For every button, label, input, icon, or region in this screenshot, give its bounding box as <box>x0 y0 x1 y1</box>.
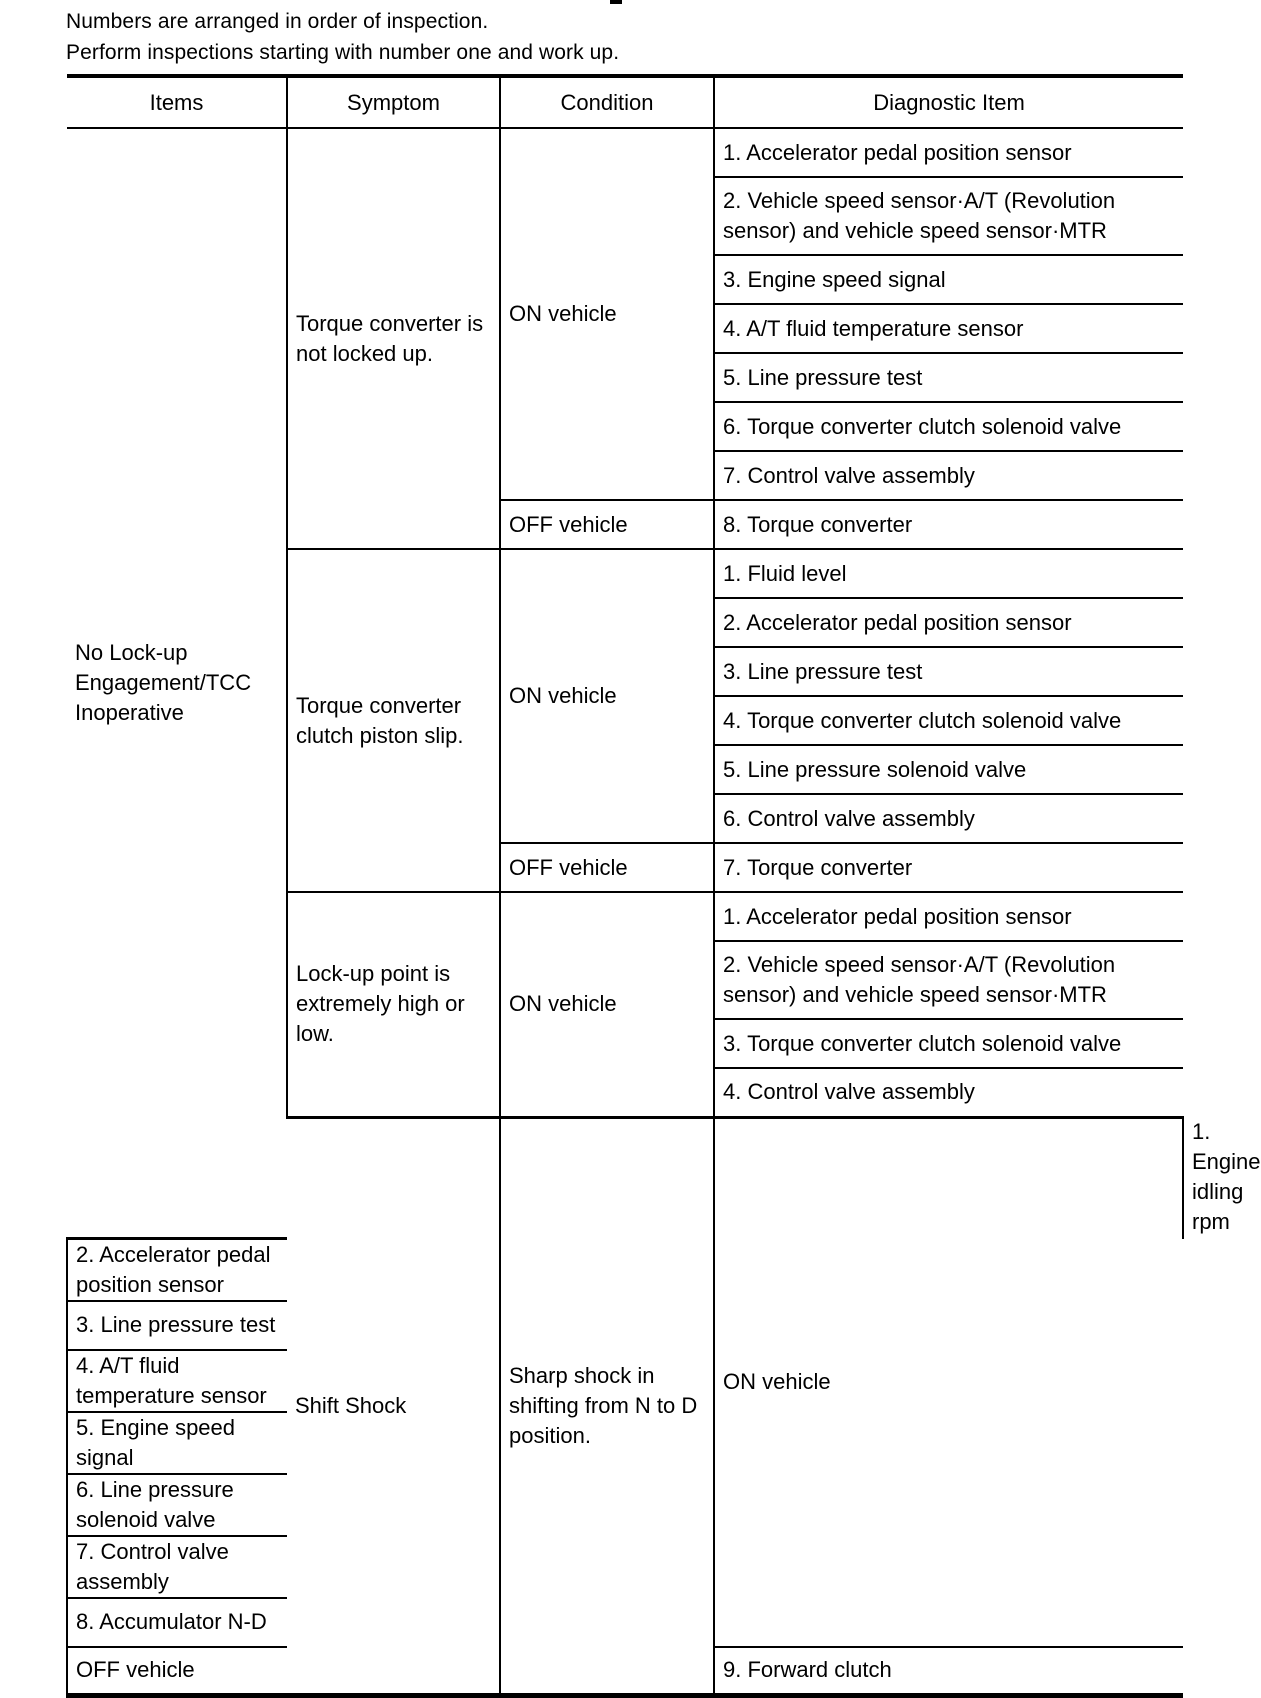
cropped-heading-fragment <box>610 0 622 4</box>
header-items: Items <box>67 76 287 128</box>
diagnostic-item-cell: 7. Control valve assembly <box>67 1536 287 1598</box>
symptom-cell: Lock-up point is extremely high or low. <box>287 892 500 1117</box>
diagnostic-item-cell: 4. A/T fluid temperature sensor <box>67 1350 287 1412</box>
table-row: Shift Shock Sharp shock in shifting from N to D position. ON vehicle 1. Engine idling rpm <box>67 1117 1183 1238</box>
diagnostic-item-cell: 2. Accelerator pedal position sensor <box>714 598 1183 647</box>
diagnostic-item-cell: 3. Engine speed signal <box>714 255 1183 304</box>
diagnostic-item-cell: 4. Control valve assembly <box>714 1068 1183 1117</box>
diagnosis-table <box>66 74 1261 1698</box>
intro-line-2: Perform inspections starting with number one and work up. <box>66 41 620 64</box>
diagnostic-item-cell: 4. A/T fluid temperature sensor <box>714 304 1183 353</box>
diagnostic-item-cell: 1. Fluid level <box>714 549 1183 598</box>
condition-cell: OFF vehicle <box>500 843 714 892</box>
diagnostic-item-cell: 3. Line pressure test <box>67 1301 287 1350</box>
condition-cell: ON vehicle <box>500 128 714 500</box>
diagnostic-item-cell: 8. Accumulator N-D <box>67 1598 287 1647</box>
diagnostic-item-cell: 3. Torque converter clutch solenoid valve <box>714 1019 1183 1068</box>
diagnostic-item-cell: 7. Torque converter <box>714 843 1183 892</box>
condition-cell: ON vehicle <box>714 1117 1183 1647</box>
diagnostic-item-cell: 5. Engine speed signal <box>67 1412 287 1474</box>
header-condition: Condition <box>500 76 714 128</box>
table-row <box>67 128 1183 177</box>
diagnostic-item-cell: 8. Torque converter <box>714 500 1183 549</box>
condition-cell: OFF vehicle <box>67 1647 287 1696</box>
diagnostic-item-cell: 6. Line pressure solenoid valve <box>67 1474 287 1536</box>
condition-cell: ON vehicle <box>500 549 714 843</box>
diagnostic-item-cell: 1. Accelerator pedal position sensor <box>714 892 1183 941</box>
condition-cell: ON vehicle <box>500 892 714 1117</box>
diagnostic-item-cell: 2. Vehicle speed sensor·A/T (Revolution sensor) and vehicle speed sensor·MTR <box>714 177 1183 255</box>
diagnostic-item-cell: 9. Forward clutch <box>714 1647 1183 1696</box>
condition-cell: OFF vehicle <box>500 500 714 549</box>
header-diagnostic-item: Diagnostic Item <box>714 76 1183 128</box>
symptom-cell: Torque converter clutch piston slip. <box>287 549 500 892</box>
diagnostic-item-cell: 5. Line pressure solenoid valve <box>714 745 1183 794</box>
item-cell-no-lockup: No Lock-up Engagement/TCC Inoperative <box>67 128 287 1238</box>
diagnostic-item-cell: 6. Control valve assembly <box>714 794 1183 843</box>
diagnostic-item-cell: 2. Accelerator pedal position sensor <box>67 1238 287 1301</box>
diagnostic-item-cell: 7. Control valve assembly <box>714 451 1183 500</box>
intro-text <box>66 6 619 68</box>
header-symptom: Symptom <box>287 76 500 128</box>
diagnostic-item-cell: 4. Torque converter clutch solenoid valve <box>714 696 1183 745</box>
symptom-cell: Sharp shock in shifting from N to D position. <box>500 1117 714 1696</box>
diagnostic-item-cell: 5. Line pressure test <box>714 353 1183 402</box>
diagnostic-item-cell: 2. Vehicle speed sensor·A/T (Revolution sensor) and vehicle speed sensor·MTR <box>714 941 1183 1019</box>
diagnostic-item-cell: 6. Torque converter clutch solenoid valve <box>714 402 1183 451</box>
symptom-cell: Torque converter is not locked up. <box>287 128 500 549</box>
intro-line-1: Numbers are arranged in order of inspection. <box>66 10 489 33</box>
table-header-row <box>67 76 1183 128</box>
item-cell-shift-shock: Shift Shock <box>287 1117 500 1696</box>
diagnostic-item-cell: 1. Accelerator pedal position sensor <box>714 128 1183 177</box>
diagnostic-item-cell: 3. Line pressure test <box>714 647 1183 696</box>
